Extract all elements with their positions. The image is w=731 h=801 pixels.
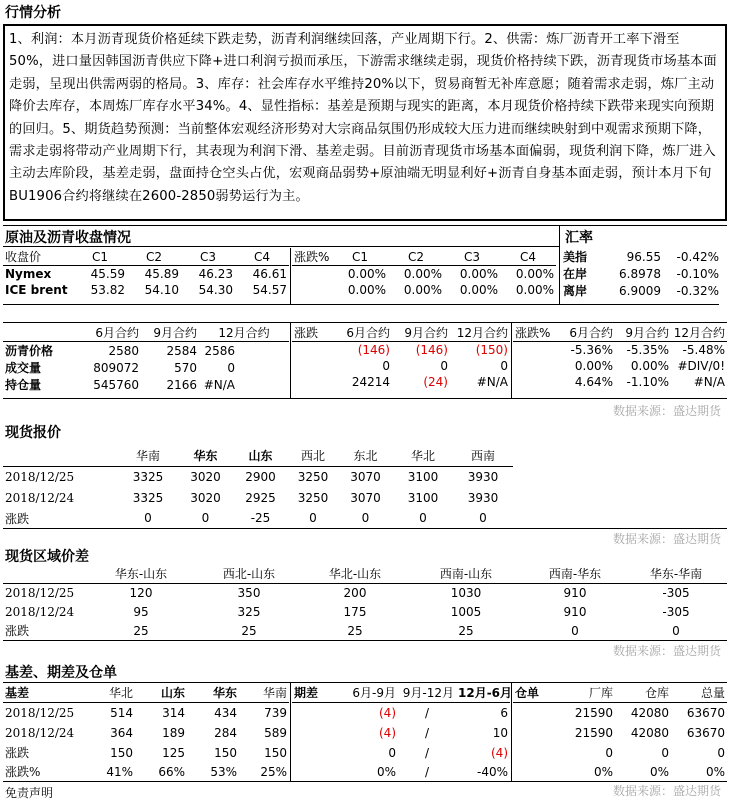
spot-title: 现货报价 — [5, 425, 61, 441]
cell: (24) — [423, 374, 448, 389]
table-row — [3, 342, 289, 360]
cell: 0.00% — [574, 358, 613, 373]
row-label: 2018/12/24 — [5, 490, 75, 505]
cell: 0% — [705, 764, 725, 779]
row-label: 美指 — [563, 250, 588, 264]
cell: 0 — [500, 358, 508, 373]
table-row — [3, 508, 513, 528]
basis-title: 基差、期差及仓单 — [5, 665, 117, 681]
table-row — [513, 342, 727, 358]
cell: #N/A — [693, 374, 725, 389]
spot-table — [3, 446, 513, 528]
cell: 150 — [214, 745, 237, 760]
header-cell: C4 — [519, 249, 536, 264]
cell: 21590 — [574, 705, 613, 720]
header-cell: 华北-山东 — [328, 567, 382, 582]
row-label: 涨跌 — [5, 746, 30, 760]
table-row — [513, 762, 727, 781]
cell: 3930 — [467, 469, 499, 484]
cell: 46.23 — [198, 266, 233, 281]
cell: 0.00% — [403, 282, 442, 297]
cell: / — [424, 764, 430, 779]
cell: (4) — [379, 726, 396, 740]
cell: 739 — [264, 705, 287, 720]
cell: 2900 — [245, 469, 276, 484]
cell: 0.00% — [403, 266, 442, 281]
cell: 2586 — [204, 343, 235, 358]
cell: 0 — [144, 511, 152, 525]
header-cell: 6月-9月 — [352, 686, 396, 701]
cell: -0.10% — [676, 266, 719, 281]
cell: 0 — [382, 358, 390, 373]
cell: 0.00% — [347, 266, 386, 281]
cell: 0 — [717, 745, 725, 760]
table-row — [3, 723, 289, 743]
cell: 3070 — [350, 469, 381, 484]
cell: 0% — [376, 764, 396, 779]
cell: 3250 — [297, 490, 329, 505]
cell: 3250 — [297, 469, 329, 484]
cell: -5.36% — [570, 342, 613, 357]
cell: 3070 — [350, 490, 381, 505]
header-cell: 总量 — [700, 686, 725, 701]
cell: 0% — [649, 764, 669, 779]
header-cell: 6月合约 — [569, 326, 613, 340]
cell: 1005 — [450, 604, 482, 619]
header-cell: 9月合约 — [404, 326, 448, 340]
cell: 1030 — [450, 585, 482, 600]
cell: 0 — [309, 511, 317, 525]
row-label: Nymex — [5, 266, 52, 281]
cell: 3325 — [132, 490, 164, 505]
cell: 0.00% — [630, 358, 669, 373]
cell: 53.82 — [90, 282, 125, 297]
crude-change-table — [292, 248, 556, 298]
header-cell: C1 — [91, 249, 108, 264]
cell: / — [424, 745, 430, 760]
header-cell: 西北-山东 — [222, 567, 276, 582]
cell: 21590 — [574, 726, 613, 740]
cell: 0.00% — [347, 282, 386, 297]
table-row — [3, 702, 289, 723]
cell: -305 — [662, 585, 690, 600]
header-cell: 厂库 — [588, 686, 613, 701]
header-cell: 华东-山东 — [114, 567, 168, 582]
header-cell: 9月合约 — [153, 326, 197, 340]
fx-title: 汇率 — [565, 230, 593, 246]
table-row — [513, 702, 727, 723]
header-cell: C2 — [407, 249, 424, 264]
cell: 284 — [214, 726, 237, 740]
crude-title: 原油及沥青收盘情况 — [5, 230, 131, 246]
row-label: 离岸 — [563, 284, 588, 298]
cell: 910 — [563, 604, 587, 619]
cell: 0.00% — [515, 266, 554, 281]
row-label: 2018/12/24 — [5, 604, 75, 619]
row-label: 成交量 — [5, 361, 42, 375]
cell: 54.30 — [198, 282, 233, 297]
cell: (150) — [475, 342, 508, 357]
header-cell: 西北 — [300, 449, 325, 464]
cell: 2580 — [108, 343, 139, 358]
header-cell: 12月合约 — [218, 326, 270, 340]
cell: 3930 — [467, 490, 499, 505]
cell: 53% — [210, 764, 237, 779]
cell: 0.00% — [459, 266, 498, 281]
header-cell: 华东 — [193, 449, 218, 464]
cell: 3100 — [407, 490, 439, 505]
region-spread-table — [3, 565, 727, 640]
cell: 45.89 — [144, 266, 179, 281]
warrant-table — [513, 684, 727, 781]
cell: #DIV/0! — [677, 358, 725, 373]
cell: 0 — [605, 745, 613, 760]
table-row — [3, 466, 513, 487]
cell: 434 — [214, 705, 237, 720]
data-source-note: 数据来源：盛达期货 — [613, 404, 722, 418]
header-cell: 12月合约 — [673, 326, 725, 340]
cell: -5.35% — [626, 342, 669, 357]
table-row — [3, 743, 289, 762]
analysis-text-box: 1、利润：本月沥青现货价格延续下跌走势，沥青利润继续回落，产业周期下行。2、供需：炼厂沥青开工率下滑至50%，进口量因韩国沥青供应下降+进口利润亏损而承压，下游需求继续走弱，现货价格持续下跌，沥青现货市场基本面走弱，呈现出供需两弱的格局。3、库存：社会库存水平维持20%以下，贸易商暂无补库意愿；随着需求走弱，炼厂主动降价去库存，本周炼厂库存水平34%。4、显性指标：基差是预期与现实的距离，本月现货价格持续下跌带来现实向预期的回归。5、期货趋势预测：当前整体宏观经济形势对大宗商品氛围仍形成较大压力进而继续映射到中观需求预期下降，需求走弱将带动产业周期下行，其表现为利润下滑、基差走弱。目前沥青现货市场基本面偏弱，现货利润下降，炼厂进入主动去库阶段，基差走弱，盘面持仓空头占优，宏观商品弱势+原油端无明显利好+沥青自身基本面走弱，预计本月下旬BU1906合约将继续在2600-2850弱势运行为主。 — [3, 24, 727, 221]
table-row — [561, 282, 721, 299]
spread-table — [292, 684, 513, 781]
cell: 325 — [237, 604, 261, 619]
table-row — [3, 602, 727, 621]
table-row — [513, 374, 727, 390]
table-row — [561, 248, 721, 265]
header-cell: C1 — [351, 249, 368, 264]
cell: 0% — [593, 764, 613, 779]
cell: 570 — [174, 360, 197, 375]
cell: 0 — [661, 745, 669, 760]
table-row — [3, 762, 289, 781]
cell: (4) — [379, 705, 396, 720]
header-cell: 收盘价 — [5, 250, 42, 264]
cell: 0 — [479, 511, 487, 525]
cell: -305 — [662, 604, 690, 619]
header-cell: 涨跌% — [294, 250, 330, 264]
header-cell: 山东 — [160, 686, 185, 701]
cell: #N/A — [476, 374, 508, 389]
header-cell: 仓单 — [515, 686, 540, 701]
cell: 66% — [158, 764, 185, 779]
cell: 0 — [419, 511, 427, 525]
cell: 150 — [110, 745, 133, 760]
table-row — [561, 265, 721, 282]
cell: 120 — [129, 585, 153, 600]
data-source-note: 数据来源：盛达期货 — [613, 784, 722, 798]
cell: 54.10 — [144, 282, 179, 297]
cell: 125 — [162, 745, 185, 760]
cell: 175 — [343, 604, 367, 619]
cell: 24214 — [351, 374, 390, 389]
table-row — [292, 743, 510, 762]
cell: 0.00% — [515, 282, 554, 297]
cell: 10 — [492, 726, 508, 740]
header-cell: 仓库 — [644, 686, 669, 701]
table-row — [3, 376, 289, 393]
cell: 6.9009 — [619, 283, 661, 298]
cell: 6.8978 — [619, 266, 661, 281]
cell: 0 — [571, 623, 579, 638]
header-cell: 涨跌% — [515, 326, 551, 340]
cell: 25 — [458, 623, 474, 638]
table-row — [292, 358, 510, 374]
header-cell: 华北 — [108, 686, 133, 701]
row-label: 在岸 — [563, 267, 588, 281]
cell: 3020 — [190, 490, 221, 505]
header-cell: C3 — [199, 249, 216, 264]
table-row — [292, 723, 510, 743]
table-row — [292, 342, 510, 358]
row-label: 2018/12/25 — [5, 469, 75, 484]
cell: 42080 — [630, 726, 669, 740]
cell: -0.42% — [676, 249, 719, 264]
cell: 25 — [133, 623, 149, 638]
cell: 25 — [347, 623, 363, 638]
data-source-note: 数据来源：盛达期货 — [613, 644, 722, 658]
table-row — [513, 723, 727, 743]
table-row — [292, 282, 556, 298]
header-cell: 华南 — [135, 449, 160, 464]
cell: 96.55 — [626, 249, 661, 264]
region-title: 现货区域价差 — [5, 549, 89, 565]
header-cell: 山东 — [248, 449, 273, 464]
cell: -0.32% — [676, 283, 719, 298]
table-row — [3, 266, 289, 282]
header-cell: C3 — [463, 249, 480, 264]
cell: 54.57 — [252, 282, 287, 297]
table-row — [513, 743, 727, 762]
cell: 0 — [361, 511, 370, 525]
row-label: 2018/12/25 — [5, 705, 75, 720]
crude-table — [3, 248, 289, 298]
cell: -40% — [476, 764, 508, 779]
row-label: 涨跌% — [5, 765, 41, 779]
analysis-title: 行情分析 — [5, 5, 61, 21]
row-label: 涨跌 — [5, 624, 30, 638]
cell: 189 — [162, 726, 185, 740]
cell: 4.64% — [574, 374, 613, 389]
cell: (146) — [357, 342, 390, 357]
cell: 0 — [227, 360, 235, 375]
row-label: ICE brent — [5, 282, 68, 297]
cell: 514 — [110, 705, 133, 720]
table-row — [292, 702, 510, 723]
table-row — [3, 583, 727, 602]
table-row — [513, 358, 727, 374]
cell: 25% — [260, 764, 287, 779]
cell: 63670 — [686, 726, 725, 740]
cell: 589 — [264, 726, 287, 740]
cell: 42080 — [630, 705, 669, 720]
header-cell: 华东-华南 — [649, 567, 703, 582]
cell: 3325 — [132, 469, 164, 484]
table-row — [3, 282, 289, 298]
cell: / — [424, 726, 430, 740]
cell: 45.59 — [90, 266, 125, 281]
header-cell: 6月合约 — [95, 326, 139, 340]
table-row — [292, 266, 556, 282]
table-row — [3, 621, 727, 640]
table-row — [3, 487, 513, 508]
data-source-note: 数据来源：盛达期货 — [613, 532, 722, 546]
cell: -1.10% — [626, 374, 669, 389]
cell: 0 — [440, 358, 448, 373]
cell: 314 — [162, 705, 185, 720]
row-label: 涨跌 — [5, 511, 30, 526]
cell: #N/A — [203, 377, 235, 392]
cell: 364 — [110, 726, 133, 740]
header-cell: 东北 — [353, 449, 378, 464]
cell: / — [424, 705, 430, 720]
futures-change-table — [292, 324, 510, 390]
disclaimer-heading: 免责声明 — [5, 786, 54, 800]
header-cell: 西南-华东 — [548, 567, 602, 582]
cell: (146) — [415, 342, 448, 357]
header-cell: 华南 — [262, 686, 287, 701]
cell: 0 — [672, 623, 680, 638]
cell: 150 — [264, 745, 287, 760]
cell: 200 — [343, 585, 367, 600]
cell: 2584 — [166, 343, 197, 358]
header-cell: C2 — [145, 249, 162, 264]
header-cell: 基差 — [5, 686, 30, 701]
cell: 63670 — [686, 705, 725, 720]
header-cell: 涨跌 — [294, 326, 319, 340]
cell: 0.00% — [459, 282, 498, 297]
cell: 41% — [106, 764, 133, 779]
cell: 0 — [388, 745, 396, 760]
header-cell: 西南-山东 — [439, 567, 493, 582]
header-cell: 西南 — [470, 449, 495, 464]
cell: (4) — [491, 745, 508, 760]
basis-table — [3, 684, 289, 781]
header-cell: 9月-12月 — [402, 686, 454, 701]
cell: 6 — [500, 705, 508, 720]
cell: -5.48% — [682, 342, 725, 357]
cell: 3020 — [190, 469, 221, 484]
cell: 2925 — [245, 490, 276, 505]
table-row — [292, 374, 510, 390]
cell: 545760 — [93, 377, 139, 392]
futures-table — [3, 324, 289, 393]
fx-table — [561, 248, 721, 299]
header-cell: 9月合约 — [625, 326, 669, 340]
cell: 0 — [201, 511, 210, 525]
cell: 350 — [237, 585, 261, 600]
cell: -25 — [250, 511, 271, 525]
row-label: 2018/12/24 — [5, 726, 75, 740]
cell: 809072 — [93, 360, 139, 375]
header-cell: 12月合约 — [456, 326, 508, 340]
header-cell: 12月-6月 — [458, 686, 513, 701]
cell: 2166 — [166, 377, 197, 392]
header-cell: 期差 — [294, 686, 319, 701]
cell: 46.61 — [252, 266, 287, 281]
header-cell: 华北 — [410, 449, 435, 464]
cell: 910 — [563, 585, 587, 600]
header-cell: C4 — [253, 249, 270, 264]
header-cell: 华东 — [212, 686, 237, 701]
cell: 95 — [133, 604, 149, 619]
row-label: 持仓量 — [5, 378, 42, 392]
row-label: 沥青价格 — [5, 344, 54, 358]
futures-pct-table — [513, 324, 727, 390]
cell: 25 — [241, 623, 257, 638]
header-cell: 6月合约 — [346, 326, 390, 340]
row-label: 2018/12/25 — [5, 585, 75, 600]
table-row — [292, 762, 510, 781]
cell: 3100 — [407, 469, 439, 484]
table-row — [3, 359, 289, 376]
